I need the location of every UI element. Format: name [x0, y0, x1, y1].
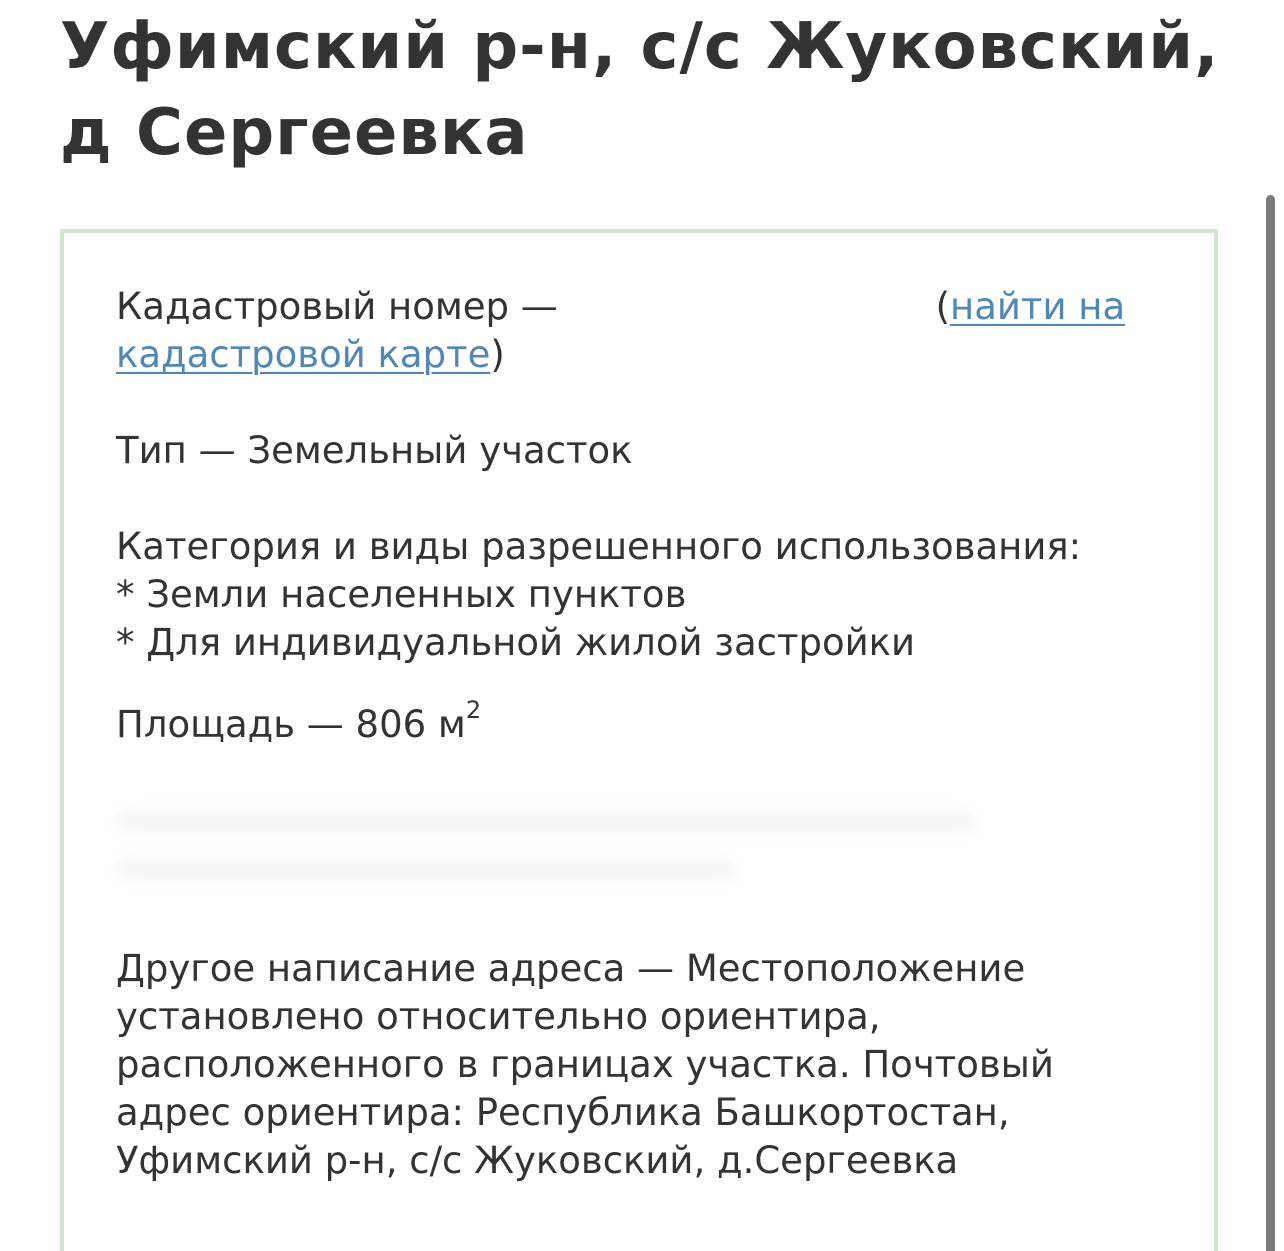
category-item-use: * Для индивидуальной жилой застройки: [116, 621, 916, 664]
spacer: [116, 667, 1156, 701]
page-title-line-2: д Сергеевка: [60, 96, 529, 170]
category-heading: Категория и виды разрешенного использования:: [116, 525, 1082, 568]
spacer: [116, 475, 1156, 523]
spacer: [116, 895, 1156, 945]
type-line: Тип — Земельный участок: [116, 429, 633, 472]
redacted-line: [116, 811, 976, 833]
map-link-open-paren: (: [935, 285, 950, 328]
property-info-body: [116, 283, 1156, 1185]
cadastral-number-row: [116, 283, 1156, 379]
page-title-line-1: Уфимский р-н, с/с Жуковский,: [60, 10, 1220, 84]
cadastral-number-label: Кадастровый номер —: [116, 285, 558, 328]
area-unit-superscript: 2: [465, 695, 482, 724]
redacted-line: [116, 859, 736, 881]
category-item-land: * Земли населенных пунктов: [116, 573, 687, 616]
page-title: [60, 4, 1240, 176]
vertical-scrollbar[interactable]: [1266, 195, 1275, 1251]
property-info-card: [60, 229, 1218, 1251]
area-text: Площадь — 806 м: [116, 703, 466, 746]
area-line: [116, 695, 1156, 749]
cadastral-number-value: [570, 289, 936, 329]
map-link-close-paren: ): [490, 333, 505, 376]
redacted-text-block: [116, 799, 976, 895]
spacer: [116, 379, 1156, 427]
find-on-cadastral-map-link[interactable]: найти на кадастровой карте: [116, 285, 1126, 376]
alternate-address: Другое написание адреса — Местоположение установлено относительно ориентира, расположенного в границах участка. Почтовый адрес ориентира: Республика Башкортостан, Уфимский р-н, с/с Жуковский, д.Сергеевка: [116, 947, 1054, 1182]
